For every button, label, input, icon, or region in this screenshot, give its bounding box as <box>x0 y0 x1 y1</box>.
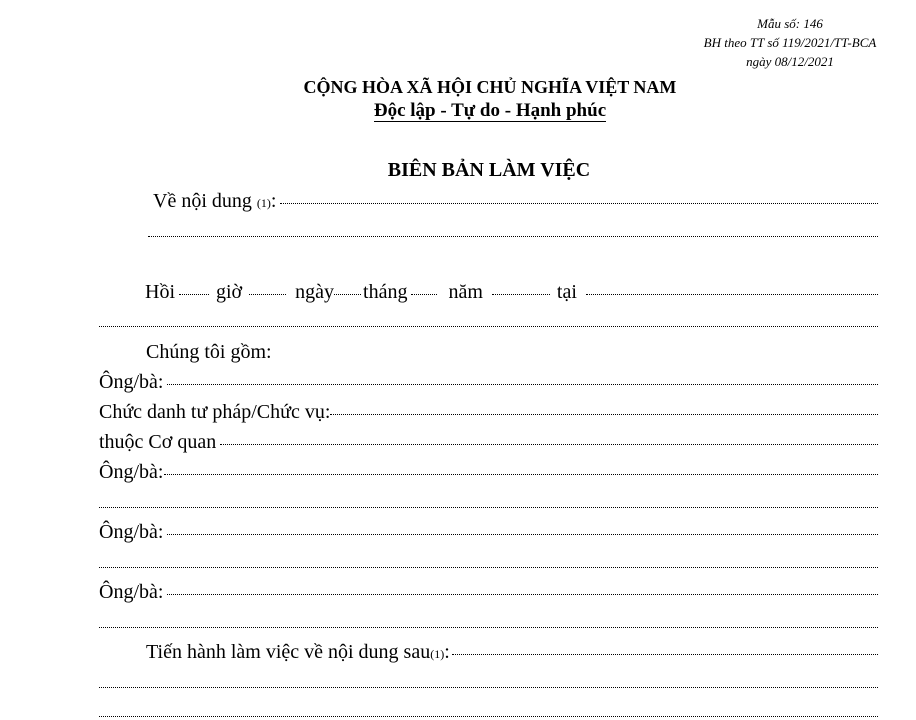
place-field[interactable] <box>586 294 878 295</box>
participant-3-field-continued[interactable] <box>99 567 878 568</box>
participant-1-label: Ông/bà: <box>99 371 164 393</box>
participant-4-field[interactable] <box>167 594 878 595</box>
motto <box>0 100 916 122</box>
participant-4-field-continued[interactable] <box>99 627 878 628</box>
participant-2-field-continued[interactable] <box>99 507 878 508</box>
position-field[interactable] <box>330 414 878 415</box>
agency-field[interactable] <box>220 444 878 445</box>
position-label: Chức danh tư pháp/Chức vụ: <box>99 401 331 423</box>
participant-1-row <box>99 370 878 394</box>
hour-label: Hồi <box>145 281 175 303</box>
proceed-field[interactable] <box>452 654 878 655</box>
year-field[interactable] <box>492 294 550 295</box>
participant-2-label: Ông/bà: <box>99 461 164 483</box>
motto-text: Độc lập - Tự do - Hạnh phúc <box>373 100 607 121</box>
content-about-field[interactable] <box>280 203 878 204</box>
form-issue-date: ngày 08/12/2021 <box>746 54 834 69</box>
proceed-field-line-3[interactable] <box>99 716 878 717</box>
day-field[interactable] <box>334 294 361 295</box>
proceed-row: Tiến hành làm việc về nội dung sau (1) : <box>146 640 878 664</box>
participant-2-field[interactable] <box>164 474 878 475</box>
content-about-label: Về nội dung <box>153 190 252 212</box>
form-issued-by: BH theo TT số 119/2021/TT-BCA <box>703 35 877 50</box>
position-row <box>99 400 878 424</box>
document-title: BIÊN BẢN LÀM VIỆC <box>387 159 591 181</box>
month-field[interactable] <box>411 294 437 295</box>
place-field-continued[interactable] <box>99 326 878 327</box>
agency-row <box>99 430 878 454</box>
participant-3-field[interactable] <box>167 534 878 535</box>
month-label: tháng <box>363 281 408 303</box>
participant-4-label: Ông/bà: <box>99 581 164 603</box>
minute-field[interactable] <box>249 294 286 295</box>
proceed-field-line-2[interactable] <box>99 687 878 688</box>
time-place-row <box>145 280 878 304</box>
form-number: Mẫu số: 146 <box>757 16 823 31</box>
day-label: ngày <box>295 281 335 303</box>
minute-label: giờ <box>216 281 243 303</box>
content-about-field-continued[interactable] <box>148 236 878 237</box>
form-meta <box>680 14 900 71</box>
participant-3-row <box>99 520 878 544</box>
participant-2-row <box>99 460 878 484</box>
participant-3-label: Ông/bà: <box>99 521 164 543</box>
participant-4-row <box>99 580 878 604</box>
participant-1-field[interactable] <box>167 384 878 385</box>
hour-field[interactable] <box>179 294 209 295</box>
agency-label: thuộc Cơ quan <box>99 431 217 453</box>
nation-heading: CỘNG HÒA XÃ HỘI CHỦ NGHĨA VIỆT NAM <box>303 77 677 97</box>
participants-intro: Chúng tôi gồm: <box>146 341 272 363</box>
proceed-label: Tiến hành làm việc về nội dung sau <box>146 641 431 663</box>
year-label: năm <box>448 281 483 303</box>
content-about-row: Về nội dung (1) : <box>153 189 878 213</box>
place-label: tại <box>556 281 577 303</box>
